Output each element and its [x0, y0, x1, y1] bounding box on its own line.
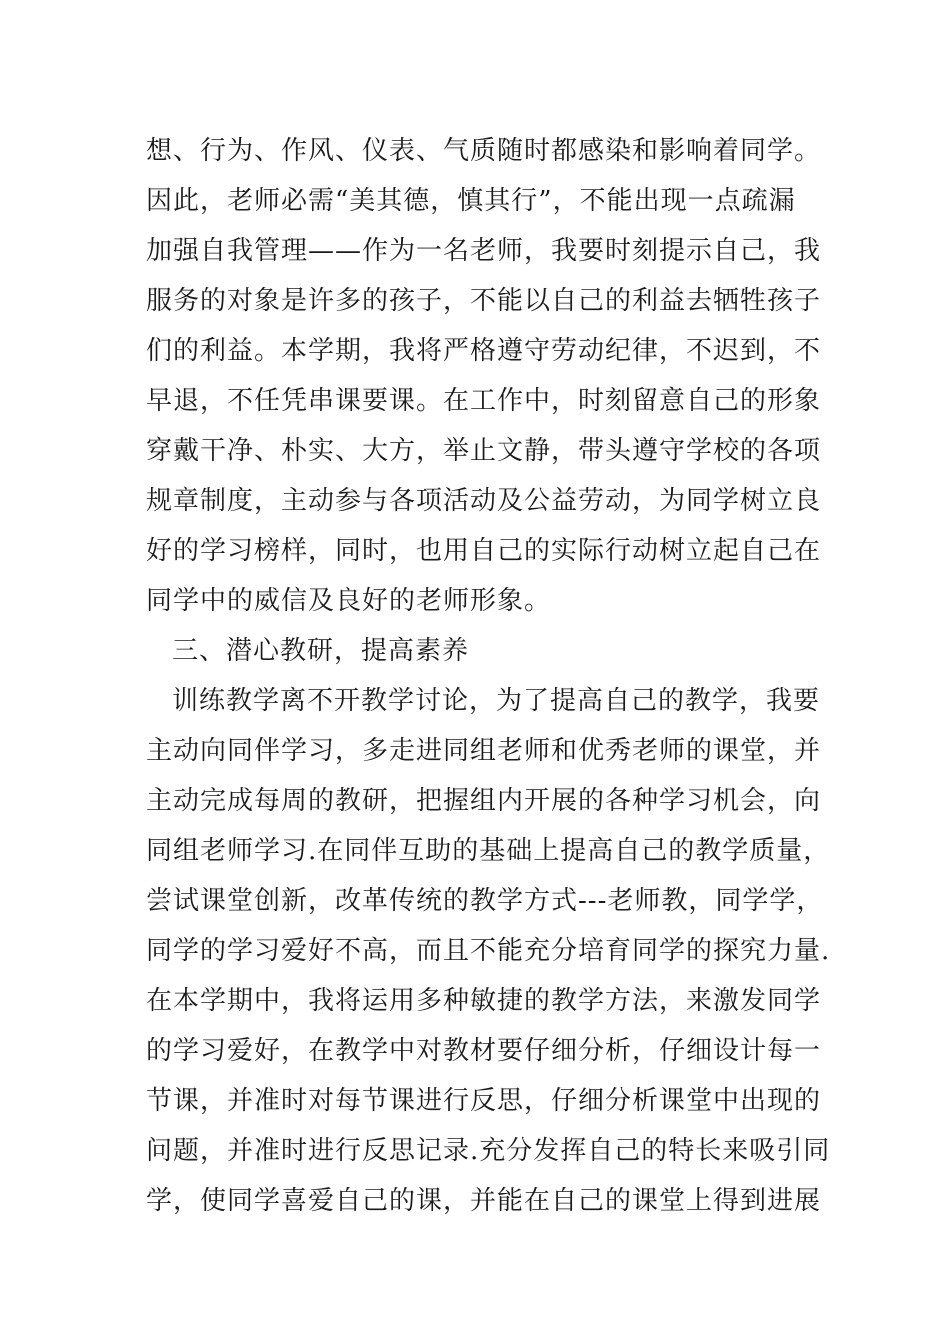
text-line: 在本学期中，我将运用多种敏捷的教学方法，来激发同学: [146, 986, 822, 1016]
text-line: 同组老师学习.在同伴互助的基础上提高自己的教学质量，: [146, 836, 831, 866]
text-line: 因此，老师必需“美其德，慎其行”，不能出现一点疏漏: [146, 186, 796, 216]
text-line: 服务的对象是许多的孩子，不能以自己的利益去牺牲孩子: [146, 286, 822, 316]
text-line: 同学的学习爱好不高，而且不能充分培育同学的探究力量.: [146, 936, 831, 966]
text-line: 好的学习榜样，同时，也用自己的实际行动树立起自己在: [146, 536, 822, 566]
text-line: 主动完成每周的教研，把握组内开展的各种学习机会，向: [146, 786, 822, 816]
text-line: 的学习爱好，在教学中对教材要仔细分析，仔细设计每一: [146, 1036, 822, 1066]
text-line: 穿戴干净、朴实、大方，举止文静，带头遵守学校的各项: [146, 436, 822, 466]
text-line: 训练教学离不开教学讨论，为了提高自己的教学，我要: [172, 686, 821, 716]
text-line: 学，使同学喜爱自己的课，并能在自己的课堂上得到进展: [146, 1186, 822, 1216]
text-line: 节课，并准时对每节课进行反思，仔细分析课堂中出现的: [146, 1086, 822, 1116]
text-line: 们的利益。本学期，我将严格遵守劳动纪律，不迟到，不: [146, 336, 822, 366]
text-line: 加强自我管理——作为一名老师，我要时刻提示自己，我: [146, 236, 822, 266]
text-line: 规章制度，主动参与各项活动及公益劳动，为同学树立良: [146, 486, 822, 516]
text-line: 尝试课堂创新，改革传统的教学方式---老师教，同学学，: [146, 886, 824, 916]
text-line: 主动向同伴学习，多走进同组老师和优秀老师的课堂，并: [146, 736, 822, 766]
text-line: 问题，并准时进行反思记录.充分发挥自己的特长来吸引同: [146, 1136, 831, 1166]
text-line: 想、行为、作风、仪表、气质随时都感染和影响着同学。: [146, 136, 822, 166]
section-heading: 三、潜心教研，提高素养: [172, 636, 470, 666]
text-line: 同学中的威信及良好的老师形象。: [146, 586, 552, 616]
text-line: 早退，不任凭串课要课。在工作中，时刻留意自己的形象: [146, 386, 822, 416]
body-text: [146, 126, 831, 1226]
